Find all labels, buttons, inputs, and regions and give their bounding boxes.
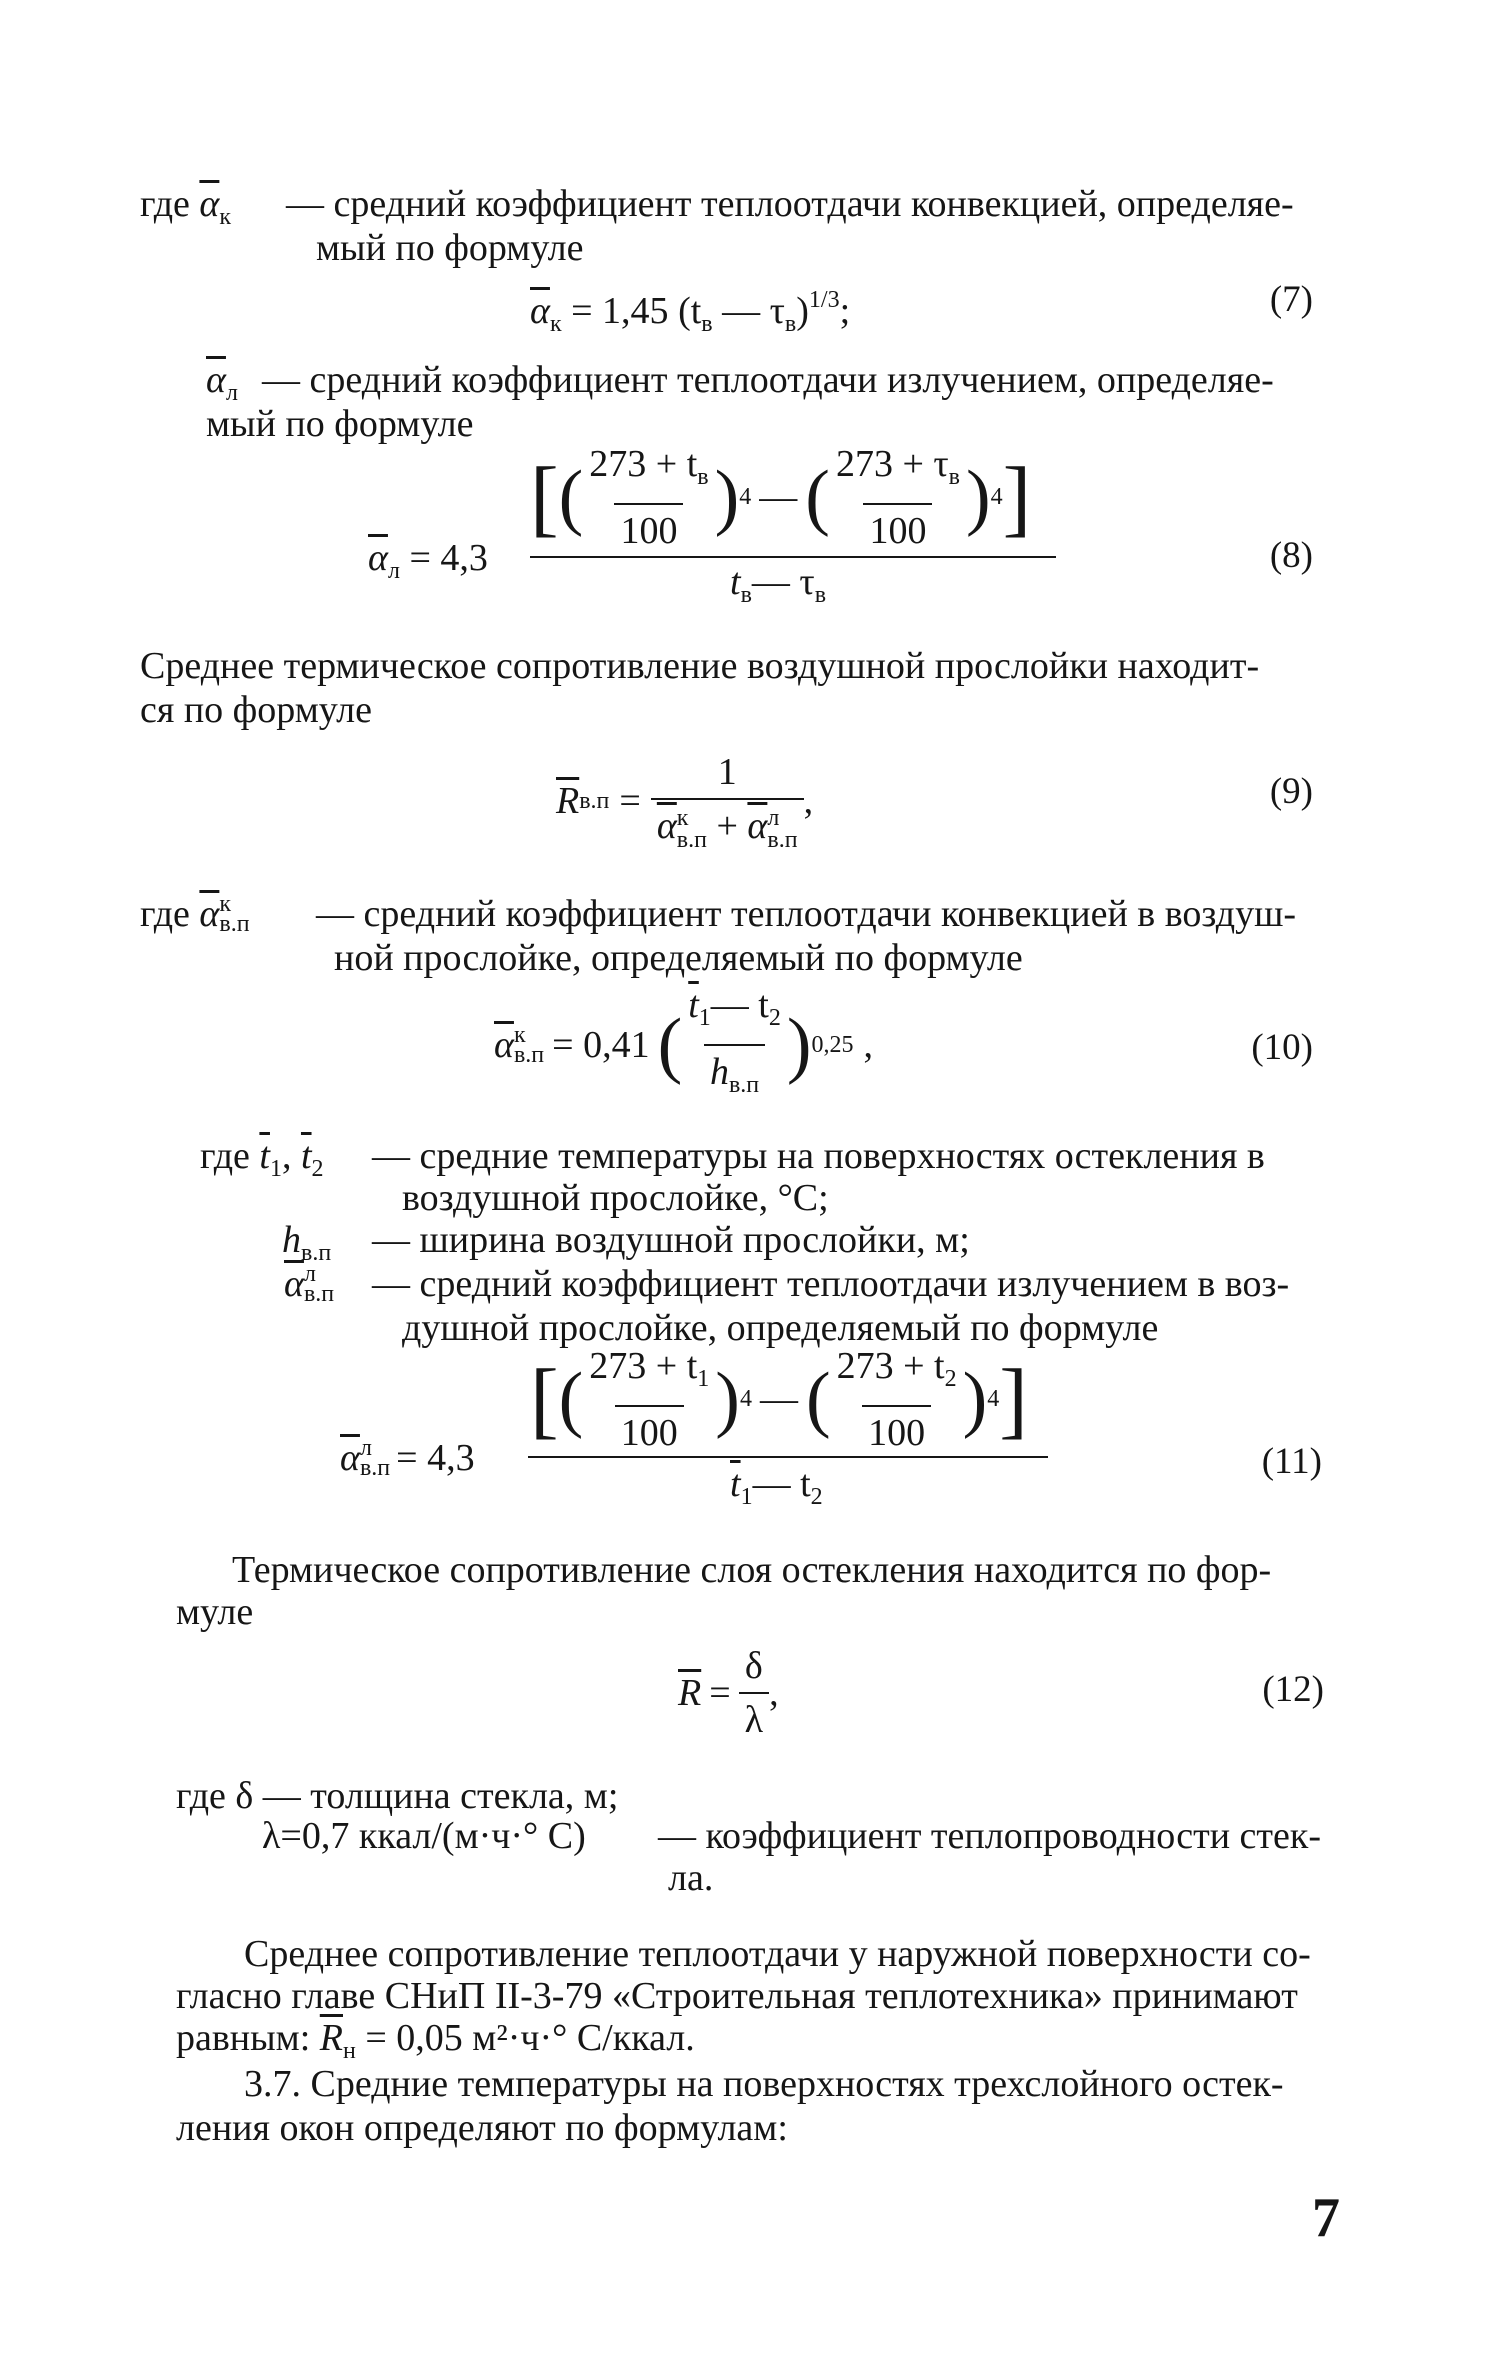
alpha-k-definition-text: — средний коэффициент теплоотдачи конвекцией, определяе- [286, 183, 1294, 225]
equation-11-fraction-bar [528, 1456, 1048, 1458]
equation-9-number: (9) [1269, 771, 1313, 812]
definition-alpha-rad-text: — средний коэффициент теплоотдачи излучением в воз- [372, 1263, 1290, 1305]
section-3-7-heading: 3.7. Средние температуры на поверхностях трехслойного остек- [244, 2063, 1284, 2105]
paragraph-outer-resistance-2: гласно главе СНиП II-3-79 «Строительная теплотехника» принимают [176, 1975, 1298, 2017]
definition-t1-t2: где $\overline{t}_1$, $\overline{t}_2$ [200, 1135, 324, 1182]
equation-8-numerator: [ ( $\frac{273 + t_в}{100}$ ) 4 — ( $\frac{273 + \tau_в}{100}$ ) 4 ] [530, 442, 1032, 552]
definition-h-text: — ширина воздушной прослойки, м; [372, 1219, 970, 1261]
paragraph-outer-resistance: Среднее сопротивление теплоотдачи у наружной поверхности со- [244, 1933, 1311, 1975]
equation-8-fraction-bar [530, 556, 1056, 558]
section-3-7-heading-2: ления окон определяют по формулам: [176, 2107, 788, 2149]
equation-9: $\overline{R}$ в.п = 1 $\overline{\alpha}$ к в.п + $\overline{\alpha}$ л в.п , [556, 751, 814, 854]
definition-t1-t2-text-2: воздушной прослойке, °С; [402, 1177, 829, 1219]
equation-7-number: (7) [1269, 279, 1313, 320]
alpha-k-definition: где $\overline{\alpha}_к$ [140, 183, 232, 230]
definition-lambda: λ=0,7 ккал/(м·ч·° С) [262, 1815, 586, 1857]
equation-11-lhs: $\overline{\alpha}$ л в.п = 4,3 [340, 1435, 475, 1481]
paragraph-air-layer-resistance: Среднее термическое сопротивление воздушной прослойки находит- [140, 645, 1260, 687]
alpha-k-definition-text-2: мый по формуле [316, 227, 584, 269]
alpha-l-definition: $\overline{\alpha}_л$ [206, 359, 238, 406]
equation-8-lhs: $\overline{\alpha}_л = 4,3$ [368, 537, 488, 584]
alpha-l-definition-text-2: мый по формуле [206, 403, 474, 445]
equation-7: $\overline{\alpha}_к = 1,45$ ($t_в$ — $\tau_в)^{1/3}$; [530, 287, 851, 337]
equation-11-number: (11) [1261, 1441, 1322, 1482]
definition-delta: где δ — толщина стекла, м; [176, 1775, 619, 1817]
definition-alpha-rad: $\overline{\alpha}$ л в.п [284, 1261, 335, 1307]
paragraph-air-layer-resistance-2: ся по формуле [140, 689, 372, 731]
page-number: 7 [1312, 2187, 1340, 2249]
definition-lambda-text: — коэффициент теплопроводности стек- [658, 1815, 1321, 1857]
paragraph-outer-resistance-3: равным: $\overline{R}_н = 0,05$ м²·ч·° С/ккал. [176, 2017, 695, 2064]
definition-alpha-rad-text-2: душной прослойке, определяемый по формуле [402, 1307, 1159, 1349]
definition-lambda-text-2: ла. [668, 1857, 714, 1899]
paragraph-glass-resistance: Термическое сопротивление слоя остекления находится по фор- [232, 1549, 1272, 1591]
definition-h: $h_{в.п}$ [282, 1219, 332, 1266]
equation-8-denominator: $t_в—$ $\tau_в$ [730, 561, 827, 608]
paragraph-glass-resistance-2: муле [176, 1591, 254, 1633]
equation-12-number: (12) [1262, 1669, 1324, 1710]
alpha-conv-air-definition: где $\overline{\alpha}$ к в.п [140, 891, 250, 937]
equation-10-number: (10) [1251, 1027, 1313, 1068]
equation-8-number: (8) [1269, 535, 1313, 576]
equation-11-numerator: [ ( $\frac{273 + t_1}{100}$ ) 4 — ( $\frac{273 + t_2}{100}$ ) 4 ] [530, 1344, 1028, 1454]
equation-10: $\overline{\alpha}$ к в.п = 0,41 ( $\frac{\overline{t}_1— t_2}{h_{в.п}}$ ) 0,25 , [494, 990, 873, 1100]
alpha-l-definition-text: — средний коэффициент теплоотдачи излучением, определяе- [262, 359, 1274, 401]
alpha-conv-air-definition-text-2: ной прослойке, определяемый по формуле [334, 937, 1023, 979]
definition-t1-t2-text: — средние температуры на поверхностях остекления в [372, 1135, 1265, 1177]
equation-11-denominator: $\overline{t}_1—$ $t_2$ [730, 1463, 823, 1510]
equation-12: $\overline{R}$ = $\frac{\delta}{\lambda}$ , [678, 1645, 779, 1741]
alpha-conv-air-definition-text: — средний коэффициент теплоотдачи конвекцией в воздуш- [316, 893, 1296, 935]
